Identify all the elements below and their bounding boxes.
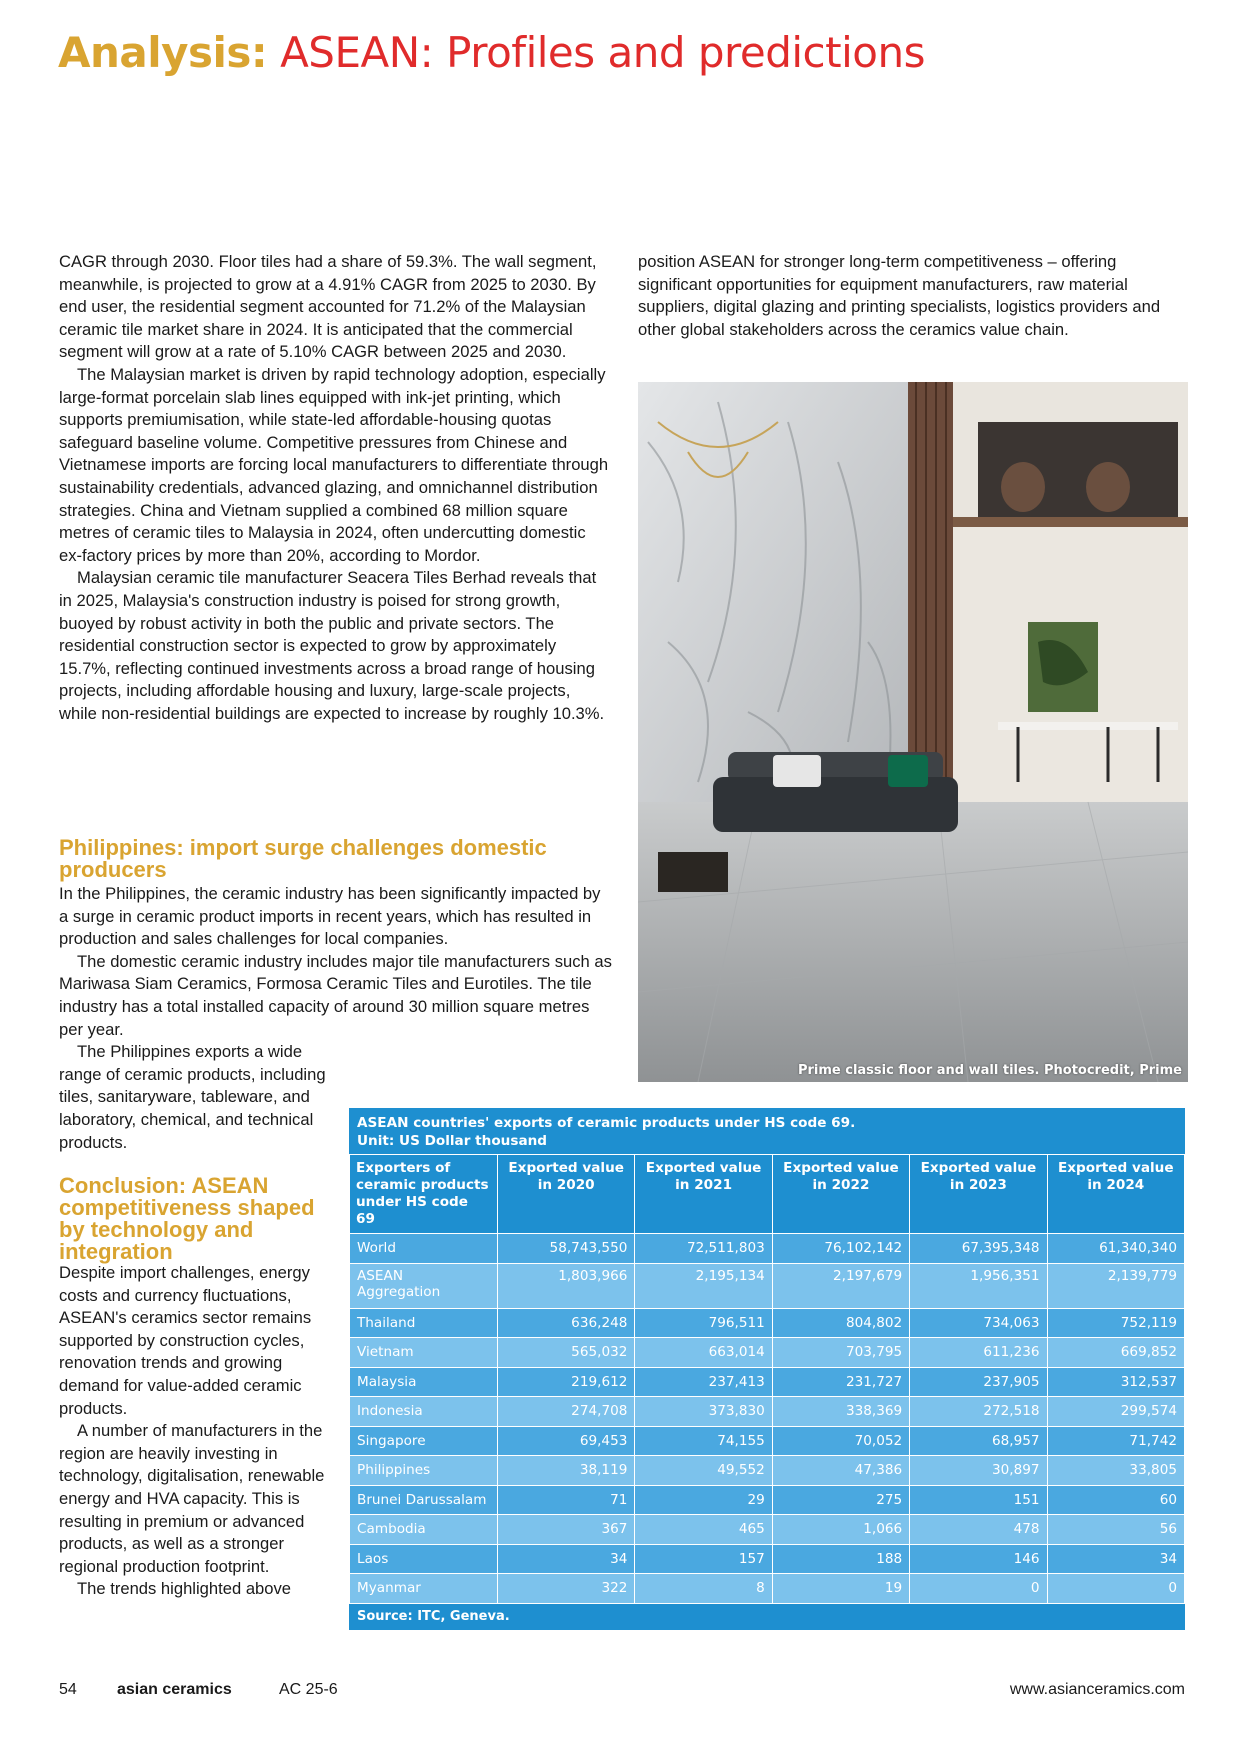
value-cell: 367 bbox=[498, 1515, 635, 1545]
body-paragraph: Despite import challenges, energy costs and currency fluctuations, ASEAN's ceramics sector remains supported by construction cycles, renovation trends and growing demand for value-added ceramic products. bbox=[59, 1263, 312, 1418]
value-cell: 796,511 bbox=[635, 1308, 772, 1338]
value-cell: 322 bbox=[498, 1574, 635, 1604]
country-cell: Brunei Darussalam bbox=[350, 1485, 498, 1515]
country-cell: Laos bbox=[350, 1544, 498, 1574]
value-cell: 237,905 bbox=[910, 1367, 1047, 1397]
country-cell: ASEAN Aggregation bbox=[350, 1263, 498, 1308]
country-cell: Cambodia bbox=[350, 1515, 498, 1545]
value-cell: 299,574 bbox=[1047, 1397, 1184, 1427]
value-cell: 2,197,679 bbox=[772, 1263, 909, 1308]
country-cell: Vietnam bbox=[350, 1338, 498, 1368]
table-row bbox=[350, 1397, 1185, 1427]
table-row bbox=[350, 1515, 1185, 1545]
value-cell: 71 bbox=[498, 1485, 635, 1515]
value-cell: 61,340,340 bbox=[1047, 1234, 1184, 1264]
body-paragraph: The trends highlighted above bbox=[77, 1579, 292, 1599]
value-cell: 669,852 bbox=[1047, 1338, 1184, 1368]
page-number: 54 bbox=[59, 1681, 77, 1698]
table-row bbox=[350, 1456, 1185, 1486]
value-cell: 0 bbox=[910, 1574, 1047, 1604]
value-cell: 76,102,142 bbox=[772, 1234, 909, 1264]
value-cell: 71,742 bbox=[1047, 1426, 1184, 1456]
value-cell: 74,155 bbox=[635, 1426, 772, 1456]
value-cell: 58,743,550 bbox=[498, 1234, 635, 1264]
column-header: Exported value in 2022 bbox=[772, 1155, 909, 1234]
value-cell: 69,453 bbox=[498, 1426, 635, 1456]
page-title bbox=[58, 28, 925, 77]
article-title: ASEAN: Profiles and predictions bbox=[280, 28, 925, 77]
body-paragraph: A number of manufacturers in the region are heavily investing in technology, digitalisation, renewable energy and HVA capacity. This is resulting in premium or advanced products, as well as a stronger regional production footprint. bbox=[59, 1421, 325, 1576]
value-cell: 734,063 bbox=[910, 1308, 1047, 1338]
body-paragraph: The Malaysian market is driven by rapid technology adoption, especially large-format porcelain slab lines equipped with ink-jet printing, which supports premiumisation, while state-led affordable-housing quotas safeguard baseline volume. Competitive pressures from Chinese and Vietnamese imports are forcing local manufacturers to differentiate through sustainability credentials, advanced glazing, and omnichannel distribution strategies. China and Vietnam supplied a combined 68 million square metres of ceramic tiles to Malaysia in 2024, often undercutting domestic ex-factory prices by more than 20%, according to Mordor. bbox=[59, 364, 609, 565]
country-cell: Singapore bbox=[350, 1426, 498, 1456]
column-header: Exported value in 2023 bbox=[910, 1155, 1047, 1234]
photo-caption: Prime classic floor and wall tiles. Photocredit, Prime bbox=[797, 1063, 1182, 1078]
section-kicker: Analysis: bbox=[58, 28, 268, 77]
table-row bbox=[350, 1574, 1185, 1604]
value-cell: 231,727 bbox=[772, 1367, 909, 1397]
value-cell: 19 bbox=[772, 1574, 909, 1604]
table-row bbox=[350, 1426, 1185, 1456]
country-cell: Malaysia bbox=[350, 1367, 498, 1397]
table-row bbox=[350, 1308, 1185, 1338]
value-cell: 146 bbox=[910, 1544, 1047, 1574]
value-cell: 373,830 bbox=[635, 1397, 772, 1427]
value-cell: 703,795 bbox=[772, 1338, 909, 1368]
value-cell: 1,956,351 bbox=[910, 1263, 1047, 1308]
value-cell: 70,052 bbox=[772, 1426, 909, 1456]
exports-table-box bbox=[349, 1108, 1185, 1630]
value-cell: 274,708 bbox=[498, 1397, 635, 1427]
country-cell: Thailand bbox=[350, 1308, 498, 1338]
value-cell: 237,413 bbox=[635, 1367, 772, 1397]
table-row bbox=[350, 1485, 1185, 1515]
value-cell: 72,511,803 bbox=[635, 1234, 772, 1264]
column-header: Exported value in 2020 bbox=[498, 1155, 635, 1234]
country-cell: Myanmar bbox=[350, 1574, 498, 1604]
table-row bbox=[350, 1544, 1185, 1574]
magazine-name: asian ceramics bbox=[117, 1681, 232, 1698]
value-cell: 151 bbox=[910, 1485, 1047, 1515]
table-title bbox=[349, 1108, 1185, 1154]
value-cell: 8 bbox=[635, 1574, 772, 1604]
value-cell: 49,552 bbox=[635, 1456, 772, 1486]
value-cell: 33,805 bbox=[1047, 1456, 1184, 1486]
table-row bbox=[350, 1234, 1185, 1264]
left-column-text bbox=[59, 251, 611, 725]
value-cell: 60 bbox=[1047, 1485, 1184, 1515]
value-cell: 1,803,966 bbox=[498, 1263, 635, 1308]
value-cell: 663,014 bbox=[635, 1338, 772, 1368]
value-cell: 338,369 bbox=[772, 1397, 909, 1427]
value-cell: 34 bbox=[498, 1544, 635, 1574]
body-paragraph: The domestic ceramic industry includes major tile manufacturers such as Mariwasa Siam Ceramics, Formosa Ceramic Tiles and Eurotiles. The tile industry has a total installed capacity of around 30 million square metres per year. bbox=[59, 951, 612, 1039]
value-cell: 465 bbox=[635, 1515, 772, 1545]
value-cell: 157 bbox=[635, 1544, 772, 1574]
value-cell: 67,395,348 bbox=[910, 1234, 1047, 1264]
value-cell: 1,066 bbox=[772, 1515, 909, 1545]
value-cell: 188 bbox=[772, 1544, 909, 1574]
value-cell: 312,537 bbox=[1047, 1367, 1184, 1397]
value-cell: 752,119 bbox=[1047, 1308, 1184, 1338]
value-cell: 38,119 bbox=[498, 1456, 635, 1486]
right-column-text bbox=[638, 251, 1194, 341]
conclusion-heading: Conclusion: ASEAN competitiveness shaped by technology and integration bbox=[59, 1173, 315, 1264]
value-cell: 2,139,779 bbox=[1047, 1263, 1184, 1308]
table-header-row bbox=[350, 1155, 1185, 1234]
value-cell: 34 bbox=[1047, 1544, 1184, 1574]
interior-photo bbox=[638, 382, 1188, 1082]
body-paragraph: CAGR through 2030. Floor tiles had a share of 59.3%. The wall segment, meanwhile, is projected to grow at a 4.91% CAGR from 2025 to 2030. By end user, the residential segment accounted for 71.2% of the Malaysian ceramic tile market share in 2024. It is anticipated that the commercial segment will grow at a rate of 5.10% CAGR between 2025 and 2030. bbox=[59, 252, 597, 362]
table-unit-line: Unit: US Dollar thousand bbox=[357, 1133, 548, 1149]
value-cell: 0 bbox=[1047, 1574, 1184, 1604]
philippines-heading: Philippines: import surge challenges domestic producers bbox=[59, 835, 547, 882]
conclusion-text bbox=[59, 1262, 339, 1601]
value-cell: 2,195,134 bbox=[635, 1263, 772, 1308]
value-cell: 478 bbox=[910, 1515, 1047, 1545]
table-source: Source: ITC, Geneva. bbox=[357, 1608, 510, 1624]
table-row bbox=[350, 1338, 1185, 1368]
table-row bbox=[350, 1263, 1185, 1308]
body-paragraph: position ASEAN for stronger long-term competitiveness – offering significant opportunities for equipment manufacturers, raw material suppliers, digital glazing and printing specialists, logistics providers and other global stakeholders across the ceramics value chain. bbox=[638, 252, 1161, 339]
table-title-line: ASEAN countries' exports of ceramic products under HS code 69. bbox=[357, 1115, 856, 1131]
table-row bbox=[350, 1367, 1185, 1397]
column-header: Exported value in 2024 bbox=[1047, 1155, 1184, 1234]
value-cell: 68,957 bbox=[910, 1426, 1047, 1456]
value-cell: 611,236 bbox=[910, 1338, 1047, 1368]
country-cell: World bbox=[350, 1234, 498, 1264]
value-cell: 47,386 bbox=[772, 1456, 909, 1486]
value-cell: 29 bbox=[635, 1485, 772, 1515]
issue-label: AC 25-6 bbox=[279, 1681, 338, 1698]
value-cell: 275 bbox=[772, 1485, 909, 1515]
exports-table bbox=[349, 1154, 1185, 1604]
value-cell: 30,897 bbox=[910, 1456, 1047, 1486]
value-cell: 565,032 bbox=[498, 1338, 635, 1368]
column-header: Exporters of ceramic products under HS code 69 bbox=[350, 1155, 498, 1234]
website-link[interactable]: www.asianceramics.com bbox=[1009, 1681, 1185, 1698]
body-paragraph: The Philippines exports a wide range of ceramic products, including tiles, sanitaryware, tableware, and laboratory, chemical, and technical products. bbox=[59, 1042, 326, 1152]
body-paragraph: In the Philippines, the ceramic industry has been significantly impacted by a surge in ceramic product imports in recent years, which has resulted in production and sales challenges for local companies. bbox=[59, 884, 601, 949]
value-cell: 272,518 bbox=[910, 1397, 1047, 1427]
value-cell: 56 bbox=[1047, 1515, 1184, 1545]
column-header: Exported value in 2021 bbox=[635, 1155, 772, 1234]
value-cell: 219,612 bbox=[498, 1367, 635, 1397]
country-cell: Philippines bbox=[350, 1456, 498, 1486]
body-paragraph: Malaysian ceramic tile manufacturer Seacera Tiles Berhad reveals that in 2025, Malaysia's construction industry is poised for strong growth, buoyed by robust activity in both the public and private sectors. The residential construction sector is expected to grow by approximately 15.7%, reflecting continued investments across a broad range of housing projects, including affordable housing and luxury, large-scale projects, while non-residential buildings are expected to increase by roughly 10.3%. bbox=[59, 568, 605, 723]
living-room-illustration bbox=[638, 382, 1188, 1082]
value-cell: 636,248 bbox=[498, 1308, 635, 1338]
country-cell: Indonesia bbox=[350, 1397, 498, 1427]
value-cell: 804,802 bbox=[772, 1308, 909, 1338]
